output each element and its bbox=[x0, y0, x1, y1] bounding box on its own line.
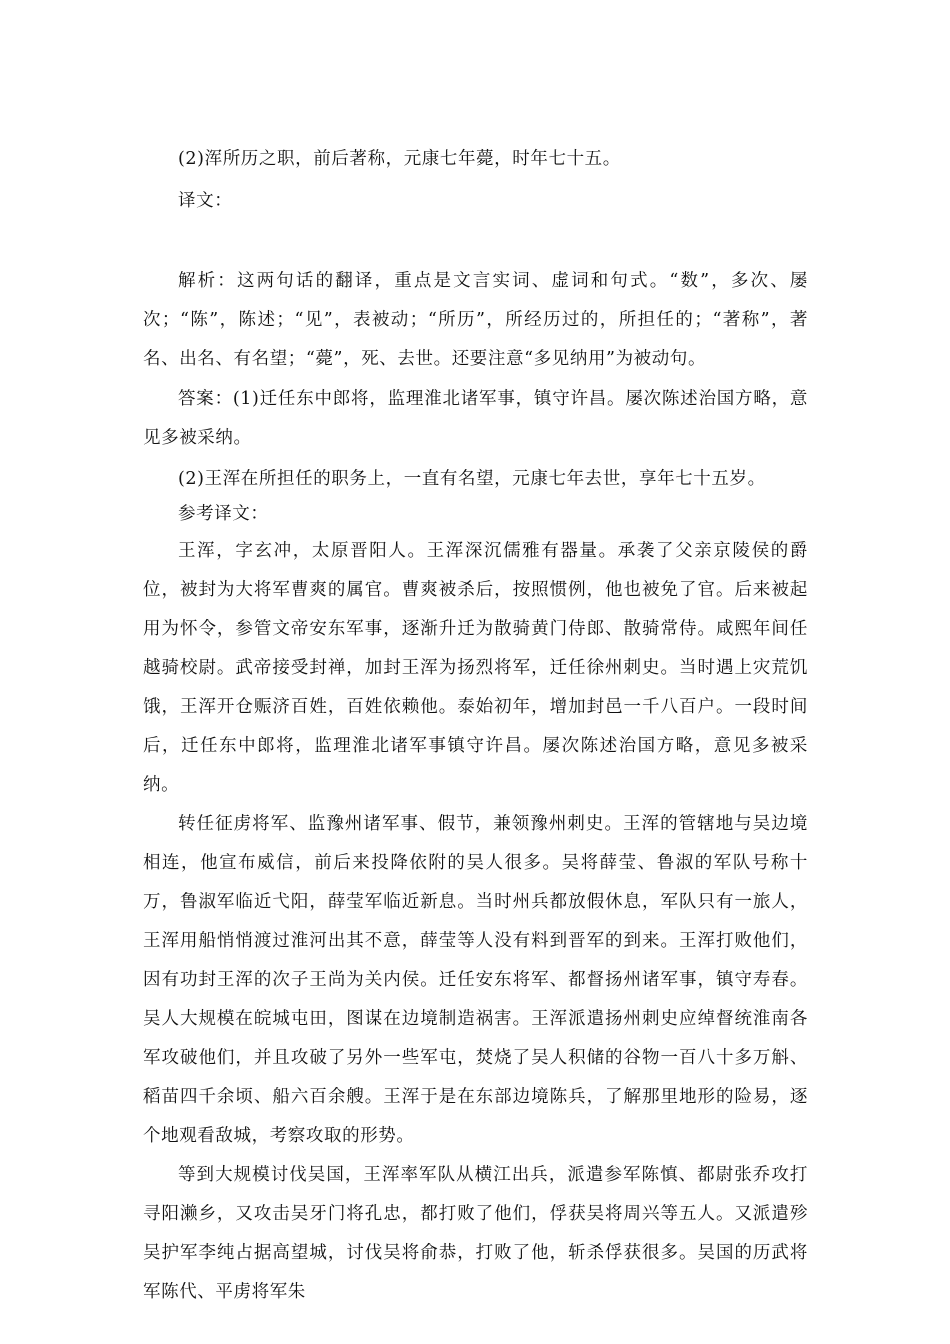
paragraph-answer: 答案：(1)迁任东中郎将，监理淮北诸军事，镇守许昌。屡次陈述治国方略，意见多被采纳。 bbox=[143, 389, 808, 448]
paragraph-reference-3: 等到大规模讨伐吴国，王浑率军队从横江出兵，派遣参军陈慎、都尉张乔攻打寻阳濑乡，又攻击吴牙门将孔忠，都打败了他们，俘获吴将周兴等五人。又派遣殄吴护军李纯占据高望城，讨伐吴将俞恭，打败了他，斩杀俘获很多。吴国的历武将军陈代、平虏将军朱 bbox=[143, 1165, 808, 1302]
paragraph-analysis: 解析：这两句话的翻译，重点是文言实词、虚词和句式。“数”，多次、屡次；“陈”，陈述；“见”，表被动；“所历”，所经历过的，所担任的；“著称”，著名、出名、有名望；“薨”，死、去世。还要注意“多见纳用”为被动句。 bbox=[143, 271, 808, 369]
paragraph-translation-label: 译文： bbox=[178, 191, 233, 211]
paragraph-reference-label: 参考译文： bbox=[178, 504, 269, 524]
paragraph-answer-2: (2)王浑在所担任的职务上，一直有名望，元康七年去世，享年七十五岁。 bbox=[178, 469, 766, 489]
paragraph-reference-1: 王浑，字玄冲，太原晋阳人。王浑深沉儒雅有器量。承袭了父亲京陵侯的爵位，被封为大将军曹爽的属官。曹爽被杀后，按照惯例，他也被免了官。后来被起用为怀令，参管文帝安东军事，逐渐升迁为散骑黄门侍郎、散骑常侍。咸熙年间任越骑校尉。武帝接受封禅，加封王浑为扬烈将军，迁任徐州刺史。当时遇上灾荒饥饿，王浑开仓赈济百姓，百姓依赖他。泰始初年，增加封邑一千八百户。一段时间后，迁任东中郎将，监理淮北诸军事镇守许昌。屡次陈述治国方略，意见多被采纳。 bbox=[143, 541, 808, 795]
paragraph-reference-2: 转任征虏将军、监豫州诸军事、假节，兼领豫州刺史。王浑的管辖地与吴边境相连，他宣布威信，前后来投降依附的吴人很多。吴将薛莹、鲁淑的军队号称十万，鲁淑军临近弋阳，薛莹军临近新息。当时州兵都放假休息，军队只有一旅人，王浑用船悄悄渡过淮河出其不意，薛莹等人没有料到晋军的到来。王浑打败他们，因有功封王浑的次子王尚为关内侯。迁任安东将军、都督扬州诸军事，镇守寿春。吴人大规模在皖城屯田，图谋在边境制造祸害。王浑派遣扬州刺史应绰督统淮南各军攻破他们，并且攻破了另外一些军屯，焚烧了吴人积储的谷物一百八十多万斛、稻苗四千余顷、船六百余艘。王浑于是在东部边境陈兵，了解那里地形的险易，逐个地观看敌城，考察攻取的形势。 bbox=[143, 814, 808, 1146]
paragraph-answer-2-original: (2)浑所历之职，前后著称，元康七年薨，时年七十五。 bbox=[178, 149, 621, 169]
document-body bbox=[143, 142, 808, 1312]
